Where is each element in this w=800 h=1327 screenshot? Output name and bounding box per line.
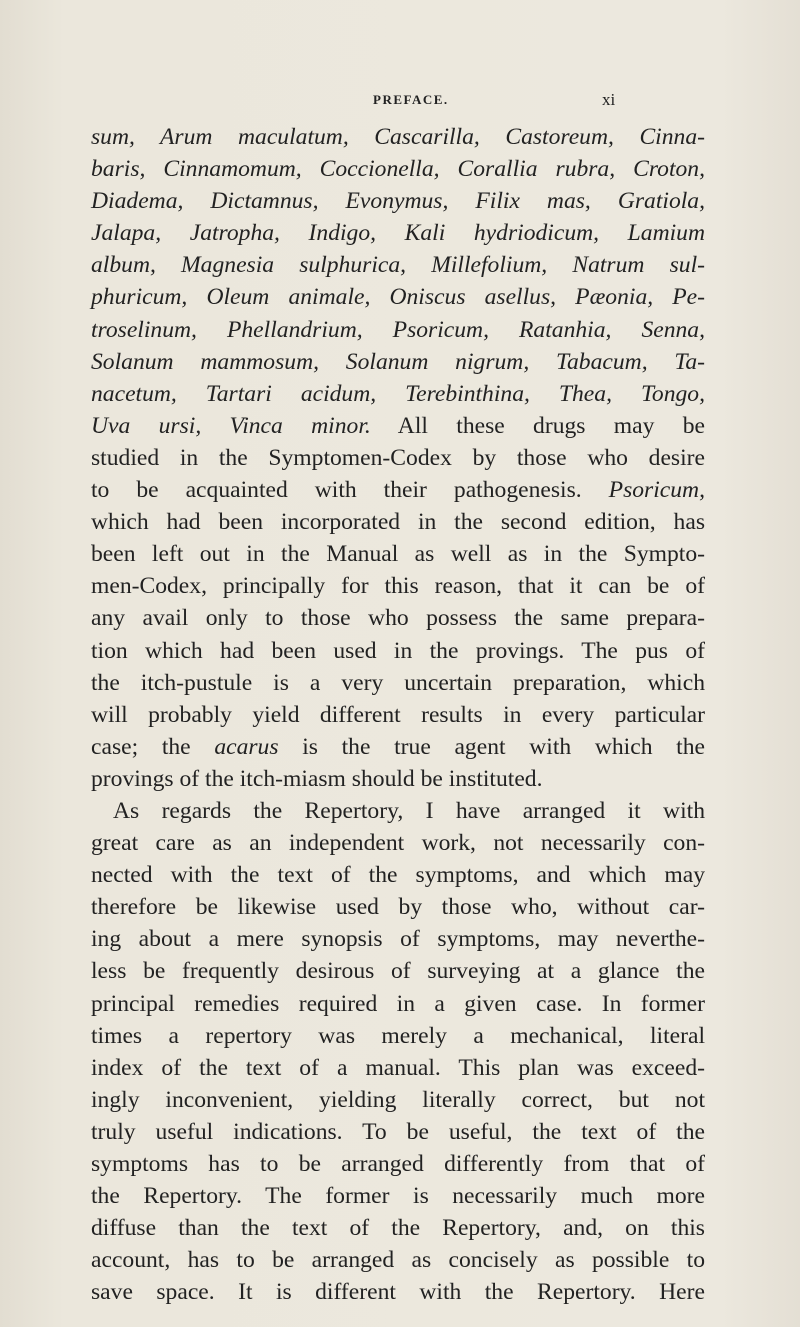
text-line — [91, 506, 705, 538]
text-run: less be frequently desirous of surveying at a glance the — [91, 958, 705, 985]
text-run: truly useful indications. To be useful, the text of the — [91, 1118, 705, 1145]
italic-text: album, Magnesia sulphurica, Millefolium, Natrum sul- — [91, 252, 705, 279]
text-run: diffuse than the text of the Repertory, and, on this — [91, 1215, 705, 1242]
text-run: therefore be likewise used by those who, without car- — [91, 894, 705, 921]
text-run: been left out in the Manual as well as in the Sympto- — [91, 541, 705, 568]
text-line — [91, 153, 705, 185]
text-line — [91, 121, 705, 153]
text-line — [91, 1180, 705, 1212]
text-run: All these drugs may be — [370, 412, 705, 439]
italic-text: sum, Arum maculatum, Cascarilla, Castoreum, Cinna- — [91, 124, 705, 150]
italic-text: Uva ursi, Vinca minor. — [91, 412, 371, 439]
text-line — [91, 1084, 705, 1116]
italic-text: Solanum mammosum, Solanum nigrum, Tabacum, Ta- — [91, 348, 705, 375]
text-run: provings of the itch-miasm should be instituted. — [91, 765, 543, 792]
text-line — [91, 1148, 705, 1180]
text-line — [91, 923, 705, 955]
text-line — [91, 474, 705, 506]
text-run: is the true agent with which the — [278, 733, 705, 760]
text-line — [91, 699, 705, 731]
italic-text: nacetum, Tartari acidum, Terebinthina, Thea, Tongo, — [91, 380, 705, 407]
text-line — [91, 667, 705, 699]
italic-text: Diadema, Dictamnus, Evonymus, Filix mas, Gratiola, — [91, 188, 705, 215]
text-line — [91, 955, 705, 987]
text-line — [91, 570, 705, 602]
text-run: symptoms has to be arranged differently from that of — [91, 1151, 705, 1177]
text-line — [91, 859, 705, 891]
text-run: account, has to be arranged as concisely as possible to — [91, 1247, 705, 1274]
text-line — [91, 217, 705, 249]
text-run: men-Codex, principally for this reason, that it can be of — [91, 573, 705, 600]
page-number: xi — [602, 90, 616, 109]
text-run: great care as an independent work, not necessarily con- — [91, 830, 705, 857]
text-line — [91, 314, 705, 346]
text-line — [91, 731, 705, 763]
text-line — [91, 185, 705, 217]
text-run: studied in the Symptomen-Codex by those who desire — [91, 444, 705, 471]
text-run: the Repertory. The former is necessarily much more — [91, 1183, 705, 1210]
text-line — [91, 378, 705, 410]
text-run: to be acquainted with their pathogenesis. — [91, 477, 609, 504]
text-run: tion which had been used in the provings. The pus of — [91, 637, 705, 664]
text-run: ing about a mere synopsis of symptoms, may neverthe- — [91, 926, 705, 953]
text-line — [91, 442, 705, 474]
text-line — [91, 602, 705, 634]
text-run: which had been incorporated in the second edition, has — [91, 509, 705, 536]
italic-text: phuricum, Oleum animale, Oniscus asellus, Pæonia, Pe- — [91, 284, 705, 311]
italic-text: Jalapa, Jatropha, Indigo, Kali hydriodicum, Lamium — [91, 220, 705, 247]
text-run: principal remedies required in a given case. In former — [91, 990, 705, 1017]
text-line — [91, 346, 705, 378]
text-line — [91, 538, 705, 570]
italic-text: baris, Cinnamomum, Coccionella, Corallia rubra, Croton, — [91, 156, 705, 183]
body-text — [91, 121, 705, 1308]
text-run: As regards the Repertory, I have arranged it with — [113, 797, 705, 824]
text-line — [91, 795, 705, 827]
text-line — [91, 891, 705, 923]
running-title: PREFACE. — [373, 92, 449, 107]
text-line — [91, 1020, 705, 1052]
italic-text: acarus — [214, 733, 279, 760]
text-run: ingly inconvenient, yielding literally correct, but not — [91, 1086, 705, 1113]
text-run: the itch-pustule is a very uncertain preparation, which — [91, 669, 705, 696]
text-run: nected with the text of the symptoms, and which may — [91, 862, 705, 889]
italic-text: Psoricum, — [608, 477, 705, 504]
text-line — [91, 249, 705, 281]
italic-text: troselinum, Phellandrium, Psoricum, Ratanhia, Senna, — [91, 316, 705, 343]
text-run: index of the text of a manual. This plan was exceed- — [91, 1054, 705, 1081]
text-line — [91, 410, 705, 442]
text-line — [91, 635, 705, 667]
text-line — [91, 1052, 705, 1084]
text-line — [91, 1212, 705, 1244]
text-line — [91, 281, 705, 313]
text-run: will probably yield different results in every particular — [91, 701, 705, 728]
text-run: case; the — [91, 733, 215, 760]
text-line — [91, 1244, 705, 1276]
text-run: save space. It is different with the Repertory. Here — [91, 1279, 705, 1306]
page-header — [0, 92, 800, 112]
text-line — [91, 1116, 705, 1148]
text-line — [91, 1276, 705, 1308]
text-run: any avail only to those who possess the same prepara- — [91, 605, 705, 632]
text-line — [91, 827, 705, 859]
text-line — [91, 988, 705, 1020]
text-line — [91, 763, 705, 795]
text-run: times a repertory was merely a mechanical, literal — [91, 1022, 705, 1049]
